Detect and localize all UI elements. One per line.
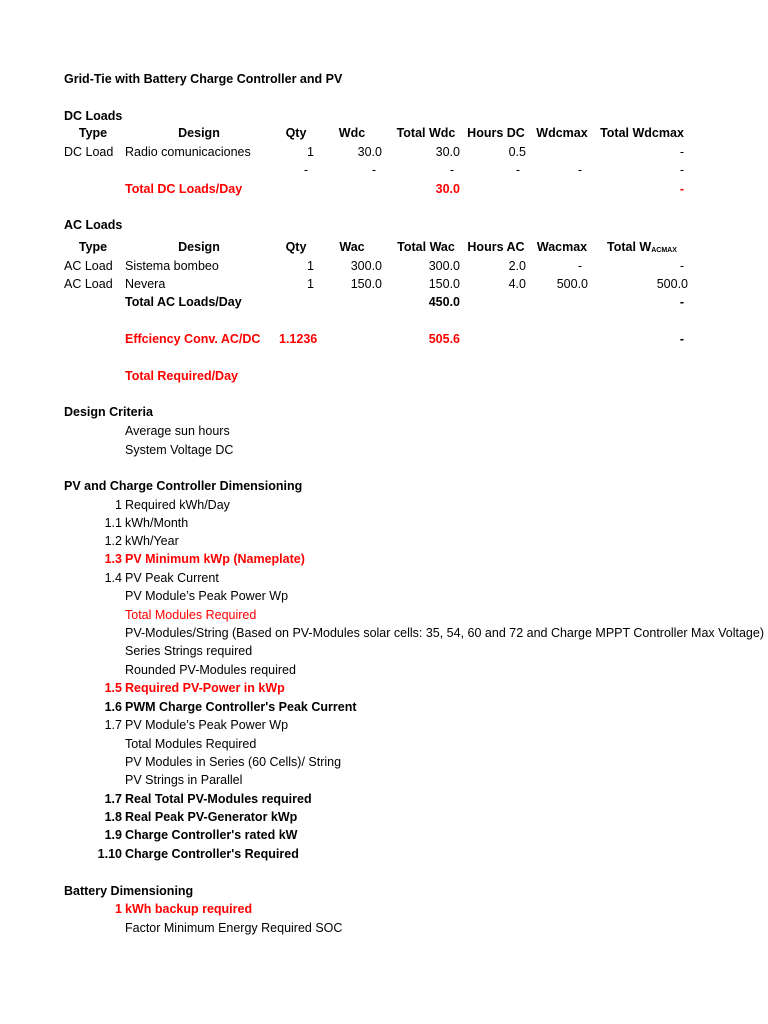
ac-total-value: 450.0 (428, 295, 460, 309)
dc-row-1-total-wmax: - (679, 145, 684, 159)
battery-item-num: 1 (115, 902, 122, 916)
pv-item-label: Series Strings required (125, 644, 253, 658)
ac-row-1-total-wmax: - (679, 259, 684, 273)
pv-item-label: Total Modules Required (125, 737, 257, 751)
dc-row-1-hours: 0.5 (508, 145, 526, 159)
dc-total-label: Total DC Loads/Day (125, 182, 243, 196)
dc-header-hours: Hours DC (467, 126, 525, 140)
ac-header-qty: Qty (285, 240, 307, 254)
ac-header-total-wmax: Total $W_{ACMAX}$ (607, 240, 677, 254)
ac-row-1-type: AC Load (64, 259, 113, 273)
pv-item-label: Rounded PV-Modules required (125, 663, 296, 677)
ac-total-dash: - (679, 295, 684, 309)
pv-item-num: 1.3 (104, 552, 122, 566)
battery-item-label: kWh backup required (125, 902, 253, 916)
ac-total-label: Total AC Loads/Day (125, 295, 242, 309)
pv-item-num: 1.7 (104, 718, 122, 732)
pv-item-num: 1.9 (104, 828, 122, 842)
ac-header-hours: Hours AC (467, 240, 525, 254)
ac-row-1-w: 300.0 (350, 259, 382, 273)
pv-item-label: Total Modules Required (125, 608, 257, 622)
ac-row-2-total-w: 150.0 (428, 277, 460, 291)
ac-header-wmax: Wacmax (536, 240, 588, 254)
pv-item-num: 1.5 (104, 681, 122, 695)
pv-item-label: Charge Controller's Required (125, 847, 299, 861)
ac-row-2-wmax: 500.0 (556, 277, 588, 291)
dc-row-1-w: 30.0 (357, 145, 382, 159)
ac-row-1-wmax: - (577, 259, 582, 273)
pv-item-label: PV Module’s Peak Power Wp (125, 589, 289, 603)
ac-header-w: Wac (339, 240, 365, 254)
dc-row-1-total-w: 30.0 (435, 145, 460, 159)
pv-item-label: PV Minimum kWp (Nameplate) (125, 552, 305, 566)
dc-header-design: Design (178, 126, 220, 140)
design-criteria-item: Average sun hours (125, 424, 230, 438)
dc-header-qty: Qty (285, 126, 307, 140)
pv-item-label: kWh/Month (125, 516, 189, 530)
dc-row-1-qty: 1 (307, 145, 314, 159)
ac-header-type: Type (78, 240, 108, 254)
pv-item-num: 1.6 (104, 700, 122, 714)
dc-row-1-wmax (530, 143, 586, 161)
dc-total-value: 30.0 (435, 182, 460, 196)
pv-item-label: PV Peak Current (125, 571, 219, 585)
dc-row-2-qty: - (303, 163, 308, 177)
pv-item-label: Charge Controller's rated kW (125, 828, 298, 842)
ac-row-2-design: Nevera (125, 277, 166, 291)
pv-item-num: 1.8 (104, 810, 122, 824)
pv-item-num: 1 (115, 498, 122, 512)
total-required-label: Total Required/Day (125, 369, 238, 383)
pv-item-num: 1.1 (104, 516, 122, 530)
pv-item-num: 1.2 (104, 534, 122, 548)
pv-item-label: Required kWh/Day (125, 498, 230, 512)
dc-row-2-wmax: - (577, 163, 582, 177)
efficiency-value: 505.6 (428, 332, 460, 346)
dc-row-2-w: - (371, 163, 376, 177)
pv-item-num: 1.7 (104, 792, 122, 806)
design-criteria-heading: Design Criteria (64, 405, 153, 419)
ac-row-2-qty: 1 (307, 277, 314, 291)
battery-heading: Battery Dimensioning (64, 884, 194, 898)
pv-item-label: PV-Modules/String (Based on PV-Modules solar cells: 35, 54, 60 and 72 and Charge MPPT Controller Max Voltage) (125, 626, 765, 640)
ac-row-2-hours: 4.0 (508, 277, 526, 291)
dc-row-2-total-w: - (449, 163, 454, 177)
dc-row-1-design: Radio comunicaciones (125, 145, 251, 159)
dc-header-total-wmax: Total Wdcmax (600, 126, 684, 140)
battery-item-label: Factor Minimum Energy Required SOC (125, 921, 343, 935)
dc-header-total-w: Total Wdc (396, 126, 456, 140)
ac-row-1-design: Sistema bombeo (125, 259, 219, 273)
pv-item-label: kWh/Year (125, 534, 179, 548)
ac-row-2-w: 150.0 (350, 277, 382, 291)
pv-heading: PV and Charge Controller Dimensioning (64, 479, 303, 493)
pv-item-label: PV Module’s Peak Power Wp (125, 718, 289, 732)
pv-item-label: PV Strings in Parallel (125, 773, 243, 787)
ac-row-1-hours: 2.0 (508, 259, 526, 273)
pv-item-label: PWM Charge Controller's Peak Current (125, 700, 357, 714)
dc-header-type: Type (78, 126, 108, 140)
ac-row-2-total-wmax: 500.0 (656, 277, 688, 291)
dc-row-2-hours: - (515, 163, 520, 177)
dc-total-dash: - (679, 182, 684, 196)
pv-item-num: 1.10 (97, 847, 122, 861)
efficiency-dash: - (679, 332, 684, 346)
dc-header-w: Wdc (338, 126, 366, 140)
ac-header-design: Design (178, 240, 220, 254)
pv-item-num: 1.4 (104, 571, 122, 585)
ac-row-2-type: AC Load (64, 277, 113, 291)
ac-row-1-qty: 1 (307, 259, 314, 273)
pv-item-label: Real Peak PV-Generator kWp (125, 810, 298, 824)
pv-item-label: PV Modules in Series (60 Cells)/ String (125, 755, 342, 769)
ac-loads-heading: AC Loads (64, 218, 123, 232)
pv-item-label: Required PV-Power in kWp (125, 681, 285, 695)
dc-loads-heading: DC Loads (64, 109, 123, 123)
dc-row-2-total-wmax: - (679, 163, 684, 177)
efficiency-factor: 1.1236 (279, 332, 318, 346)
pv-item-label: Real Total PV-Modules required (125, 792, 312, 806)
sheet-title: Grid-Tie with Battery Charge Controller and PV (64, 72, 343, 86)
efficiency-label: Effciency Conv. AC/DC (125, 332, 261, 346)
ac-header-total-w: Total Wac (397, 240, 455, 254)
design-criteria-item: System Voltage DC (125, 443, 234, 457)
ac-row-1-total-w: 300.0 (428, 259, 460, 273)
dc-row-1-type: DC Load (64, 145, 114, 159)
dc-header-wmax: Wdcmax (536, 126, 588, 140)
